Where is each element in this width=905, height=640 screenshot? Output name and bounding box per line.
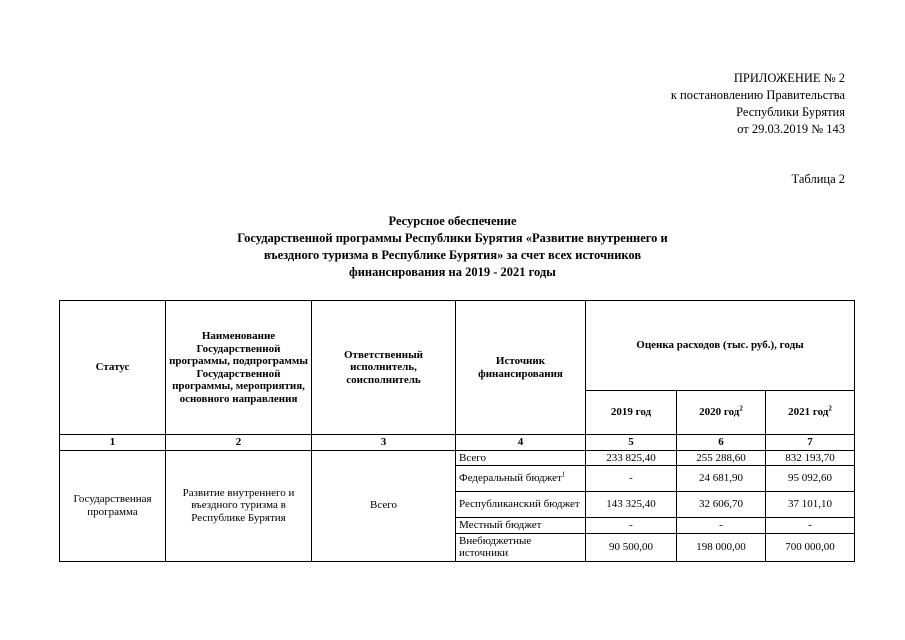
header-executor: Ответственный исполнитель, соисполнитель	[312, 301, 456, 435]
header-year-2021	[766, 391, 855, 435]
header-estimate: Оценка расходов (тыс. руб.), годы	[586, 301, 855, 391]
header-name: Наименование Государственной программы, подпрограммы Государственной программы, мероприятия, основного направления	[166, 301, 312, 435]
title-line: Ресурсное обеспечение	[388, 214, 517, 228]
program-name-cell: Развитие внутреннего и въездного туризма в Республике Бурятия	[166, 450, 312, 561]
source-label: Местный бюджет	[459, 519, 542, 531]
appendix-line: Республики Бурятия	[736, 105, 845, 119]
column-number: 7	[766, 435, 855, 451]
value-cell: -	[677, 518, 766, 534]
column-number: 2	[166, 435, 312, 451]
table-row	[60, 450, 855, 466]
column-number-row	[60, 435, 855, 451]
executor-cell: Всего	[312, 450, 456, 561]
header-year-2020	[677, 391, 766, 435]
value-cell: 90 500,00	[586, 533, 677, 561]
source-label: Республиканский бюджет	[459, 498, 580, 511]
source-label: Внебюджетные источники	[459, 534, 532, 559]
title-line: въездного туризма в Республике Бурятия» за счет всех источников	[263, 248, 642, 262]
source-cell	[456, 450, 586, 466]
source-label: Федеральный бюджет	[459, 472, 562, 485]
value-cell: 198 000,00	[677, 533, 766, 561]
value-cell: 233 825,40	[586, 450, 677, 466]
value-cell: 24 681,90	[677, 466, 766, 492]
document-title	[0, 213, 905, 281]
title-line: финансирования на 2019 - 2021 годы	[349, 265, 556, 279]
footnote-marker: 1	[561, 470, 566, 479]
footnote-marker: 2	[828, 404, 832, 413]
resources-table	[59, 300, 855, 562]
value-cell: -	[766, 518, 855, 534]
appendix-line: к постановлению Правительства	[670, 88, 845, 102]
value-cell: -	[586, 466, 677, 492]
source-cell	[456, 518, 586, 534]
value-cell: 143 325,40	[586, 492, 677, 518]
appendix-block	[671, 70, 845, 138]
table-label: Таблица 2	[791, 172, 845, 186]
source-cell	[456, 466, 586, 492]
value-cell: 32 606,70	[677, 492, 766, 518]
header-year-2019-label: 2019 год	[610, 406, 652, 419]
source-cell	[456, 492, 586, 518]
value-cell: 255 288,60	[677, 450, 766, 466]
column-number: 4	[456, 435, 586, 451]
source-label: Всего	[459, 451, 486, 464]
appendix-line: ПРИЛОЖЕНИЕ № 2	[733, 71, 845, 85]
column-number: 1	[60, 435, 166, 451]
header-year-2020-label: 2020 год	[699, 406, 740, 419]
header-source: Источник финансирования	[456, 301, 586, 435]
value-cell: 700 000,00	[766, 533, 855, 561]
column-number: 5	[586, 435, 677, 451]
header-year-2021-label: 2021 год	[788, 406, 829, 419]
source-cell	[456, 533, 586, 561]
value-cell: 37 101,10	[766, 492, 855, 518]
header-status: Статус	[60, 301, 166, 435]
status-cell: Государственная программа	[60, 450, 166, 561]
value-cell: 95 092,60	[766, 466, 855, 492]
title-line: Государственной программы Республики Бурятия «Развитие внутреннего и	[237, 231, 668, 245]
column-number: 3	[312, 435, 456, 451]
value-cell: -	[586, 518, 677, 534]
appendix-line: от 29.03.2019 № 143	[737, 122, 845, 136]
footnote-marker: 2	[739, 404, 743, 413]
column-number: 6	[677, 435, 766, 451]
value-cell: 832 193,70	[766, 450, 855, 466]
header-year-2019	[586, 391, 677, 435]
